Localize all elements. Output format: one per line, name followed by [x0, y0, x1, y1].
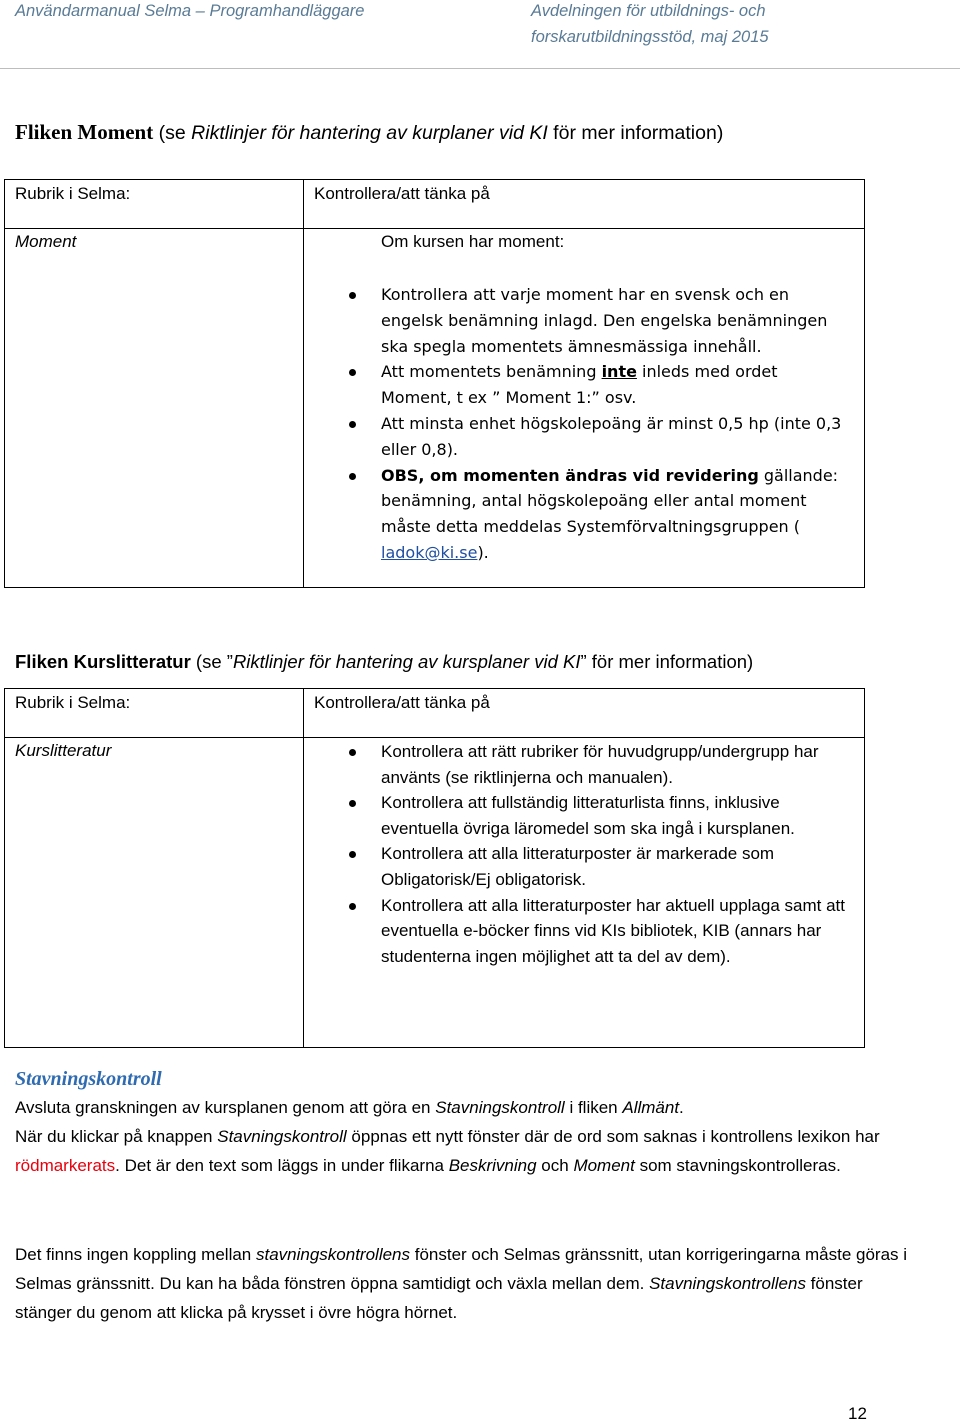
moment-bullet-1 [381, 282, 851, 359]
kurslitteratur-label-cell [5, 738, 304, 1048]
header-right-line1: Avdelningen för utbildnings- och [531, 2, 766, 20]
kurslitteratur-heading-pre: (se ” [190, 651, 233, 672]
kurslitteratur-bullet-3: Kontrollera att alla litteraturposter är markerade som Obligatorisk/Ej obligatorisk. [381, 841, 851, 892]
kurslitteratur-heading [15, 648, 753, 676]
stavning-paragraph-1 [15, 1093, 915, 1180]
p2-stavningskontrollens: stavningskontrollens [255, 1245, 411, 1264]
moment-heading-title: Fliken Moment [15, 120, 154, 144]
header-left: Användarmanual Selma – Programhandläggare [15, 2, 365, 20]
moment-bullet-4-bold: OBS, om momenten ändras vid revidering [381, 465, 759, 485]
moment-heading-ref: Riktlinjer för hantering av kurplaner vid KI [191, 122, 548, 144]
moment-bullet-2 [381, 359, 851, 411]
moment-heading [15, 118, 723, 147]
p1-rodmarkerats: rödmarkerats [15, 1156, 116, 1175]
kurslitteratur-col1-header: Rubrik i Selma: [15, 693, 131, 712]
moment-label-cell [5, 229, 304, 588]
moment-row-label: Moment [15, 232, 77, 251]
p2-text-a: Det finns ingen koppling mellan [15, 1245, 256, 1264]
header-rule [0, 68, 960, 69]
p1-allmant: Allmänt [622, 1098, 680, 1117]
kurslitteratur-bullet-4: Kontrollera att alla litteraturposter har aktuell upplaga samt att eventuella e-böcker finns vid KIs bibliotek, KIB (annars har studenterna ingen möjlighet att ta del av dem). [381, 893, 851, 970]
moment-bullet-3-text: Att minsta enhet högskolepoäng är minst 0,5 hp (inte 0,3 eller 0,8). [381, 413, 842, 459]
moment-col1-header: Rubrik i Selma: [15, 184, 131, 203]
kurslitteratur-heading-ref: Riktlinjer för hantering av kursplaner vid KI [232, 651, 581, 672]
kurslitteratur-col2-header: Kontrollera/att tänka på [314, 693, 490, 712]
p1-text-j: . Det är den text som läggs in under flikarna [115, 1156, 449, 1175]
moment-bullet-list [381, 282, 851, 566]
p1-text-l: och [536, 1156, 574, 1175]
moment-bullet-2-emphasis: inte [601, 362, 637, 382]
kurslitteratur-heading-title: Fliken Kurslitteratur [15, 651, 191, 672]
p1-text-c: i fliken [564, 1098, 623, 1117]
moment-bullet-1-text: Kontrollera att varje moment har en svensk och en engelsk benämning inlagd. Den engelska benämningen ska spegla momentets ämnesmässiga innehåll. [381, 285, 828, 356]
moment-bullet-4-text: gällande: benämning, antal högskolepoäng eller antal moment måste detta meddelas Systemförvaltningsgruppen ( [381, 465, 839, 537]
moment-bullet-2-pre: Att momentets benämning [381, 362, 602, 382]
header-right-line2: forskarutbildningsstöd, maj 2015 [531, 28, 769, 46]
stavning-paragraph-2 [15, 1240, 915, 1327]
p2-stavningskontrollens-2: Stavningskontrollens [649, 1274, 806, 1293]
p1-stavningskontroll: Stavningskontroll [435, 1098, 565, 1117]
kurslitteratur-bullet-1: Kontrollera att rätt rubriker för huvudgrupp/undergrupp har använts (se riktlinjerna och manualen). [381, 739, 851, 790]
p1-moment: Moment [573, 1156, 635, 1175]
kurslitteratur-heading-post: ” för mer information) [580, 651, 754, 672]
p1-stavningskontroll-button-name: Stavningskontroll [217, 1127, 347, 1146]
moment-bullet-4-end: ). [477, 542, 489, 562]
moment-heading-pre: (se [158, 122, 192, 144]
p1-text-f: När du klickar på knappen [15, 1127, 218, 1146]
p2-text-e: fönster stänger du genom att klicka på krysset i övre högra hörnet. [15, 1274, 863, 1322]
kurslitteratur-row-label: Kurslitteratur [15, 741, 112, 760]
moment-bullet-4 [381, 463, 851, 566]
p1-text-e: . [679, 1098, 684, 1117]
kurslitteratur-bullet-2: Kontrollera att fullständig litteraturlista finns, inklusive eventuella övriga läromedel som ska ingå i kursplanen. [381, 790, 851, 841]
moment-heading-post: för mer information) [547, 122, 724, 144]
p2-text-c: fönster och Selmas gränssnitt, utan korrigeringarna måste göras i Selmas gränssnitt. Du kan ha båda fönstren öppna samtidigt och växla mellan dem. [15, 1245, 908, 1293]
moment-intro: Om kursen har moment: [381, 232, 565, 251]
page-number: 12 [848, 1404, 867, 1423]
moment-col2-header: Kontrollera/att tänka på [314, 184, 490, 203]
p1-text-h: öppnas ett nytt fönster där de ord som saknas i kontrollens lexikon har [346, 1127, 880, 1146]
stavning-heading: Stavningskontroll [15, 1068, 162, 1090]
email-link[interactable]: ladok@ki.se [381, 542, 478, 562]
kurslitteratur-bullet-list [381, 739, 851, 969]
p1-text-n: som stavningskontrolleras. [634, 1156, 841, 1175]
p1-beskrivning: Beskrivning [448, 1156, 537, 1175]
moment-bullet-3 [381, 411, 851, 463]
p1-text-a: Avsluta granskningen av kursplanen genom att göra en [15, 1098, 436, 1117]
moment-bullet-2-post: inleds med ordet Moment, t ex ” Moment 1:” osv. [381, 362, 778, 408]
